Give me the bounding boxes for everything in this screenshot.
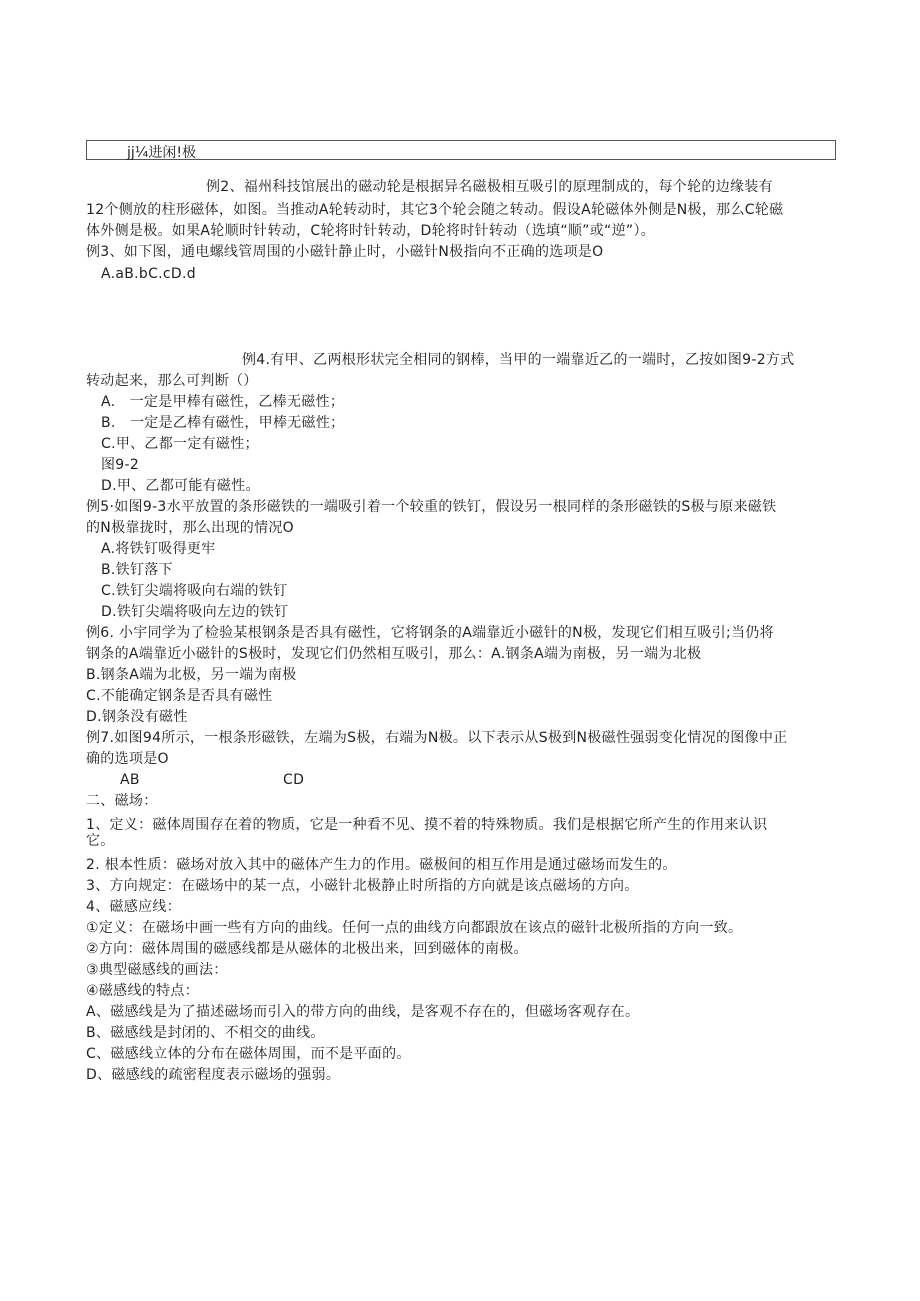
text-line: A.将铁钉吸得更牢	[101, 541, 216, 557]
text-line: 例6. 小宇同学为了检验某根钢条是否具有磁性，它将钢条的A端靠近小磁针的N极，发现它们相互吸引;当仍将	[86, 625, 774, 641]
text-line: D.钢条没有磁性	[86, 709, 188, 725]
text-line: B. 一定是乙棒有磁性，甲棒无磁性；	[101, 415, 345, 431]
text-line: CD	[283, 772, 305, 788]
text-line: 12个侧放的柱形磁体，如图。当推动A轮转动时，其它3个轮会随之转动。假设A轮磁体外侧是N极，那么C轮磁	[86, 202, 784, 218]
text-line: 1、定义：磁体周围存在着的物质，它是一种看不见、摸不着的特殊物质。我们是根据它所产生的作用来认识	[86, 817, 768, 833]
text-line: C.铁钉尖端将吸向右端的铁钉	[101, 583, 288, 599]
text-line: 例5·如图9-3水平放置的条形磁铁的一端吸引着一个较重的铁钉，假设另一根同样的条形磁铁的S极与原来磁铁	[86, 499, 777, 515]
text-line: 3、方向规定：在磁场中的某一点，小磁针北极静止时所指的方向就是该点磁场的方向。	[86, 878, 639, 894]
text-line: ③典型磁感线的画法：	[86, 962, 228, 978]
text-line: D.铁钉尖端将吸向左边的铁钉	[101, 604, 289, 620]
text-line: 例4.有甲、乙两根形状完全相同的钢棒，当甲的一端靠近乙的一端时，乙按如图9-2方式	[242, 352, 795, 368]
text-line: ②方向：磁体周围的磁感线都是从磁体的北极出来，回到磁体的南极。	[86, 941, 528, 957]
text-line: B.铁钉落下	[101, 562, 173, 578]
text-line: AB	[120, 772, 140, 788]
text-line: A.aB.bC.cD.d	[101, 266, 196, 282]
text-line: A、磁感线是为了描述磁场而引入的带方向的曲线，是客观不存在的，但磁场客观存在。	[86, 1004, 640, 1020]
text-line: 例2、福州科技馆展出的磁动轮是根据异名磁极相互吸引的原理制成的，每个轮的边缘装有	[206, 179, 773, 195]
text-line: C.不能确定钢条是否具有磁性	[86, 688, 273, 704]
text-line: D.甲、乙都可能有磁性。	[101, 478, 260, 494]
text-line: 它。	[86, 833, 115, 849]
text-line: 图9-2	[101, 457, 140, 473]
text-line: 钢条的A端靠近小磁针的S极时，发现它们仍然相互吸引，那么：A.钢条A端为南极，另一端为北极	[86, 646, 702, 662]
text-line: 2. 根本性质：磁场对放入其中的磁体产生力的作用。磁极间的相互作用是通过磁场而发生的。	[86, 857, 677, 873]
text-line: 转动起来，那么可判断（）	[86, 373, 258, 389]
text-line: 例3、如下图，通电螺线管周围的小磁针静止时，小磁针N极指向不正确的选项是O	[86, 244, 604, 260]
text-line: B.钢条A端为北极，另一端为南极	[86, 667, 297, 683]
text-line: ①定义：在磁场中画一些有方向的曲线。任何一点的曲线方向都跟放在该点的磁针北极所指的方向一致。	[86, 920, 743, 936]
text-line: B、磁感线是封闭的、不相交的曲线。	[86, 1025, 325, 1041]
section-heading: 二、磁场：	[86, 793, 158, 809]
text-line: 的N极靠拢时，那么出现的情况O	[86, 520, 294, 536]
text-line: 4、磁感应线：	[86, 899, 182, 915]
text-line: ④磁感线的特点：	[86, 983, 199, 999]
text-line: 确的选项是O	[86, 751, 169, 767]
text-line: D、磁感线的疏密程度表示磁场的强弱。	[86, 1067, 341, 1083]
text-line: C.甲、乙都一定有磁性；	[101, 436, 259, 452]
text-line: C、磁感线立体的分布在磁体周围，而不是平面的。	[86, 1046, 411, 1062]
text-line: 例7.如图94所示，一根条形磁铁，左端为S极，右端为N极。以下表示从S极到N极磁性强弱变化情况的图像中正	[86, 730, 788, 746]
text-line: 体外侧是极。如果A轮顺时针转动，C轮将时针转动，D轮将时针转动（选填“顺”或“逆”）。	[86, 223, 656, 239]
text-line: A. 一定是甲棒有磁性，乙棒无磁性；	[101, 394, 345, 410]
header-title: jj¼进闲!极	[127, 145, 196, 161]
header-box	[86, 140, 836, 160]
